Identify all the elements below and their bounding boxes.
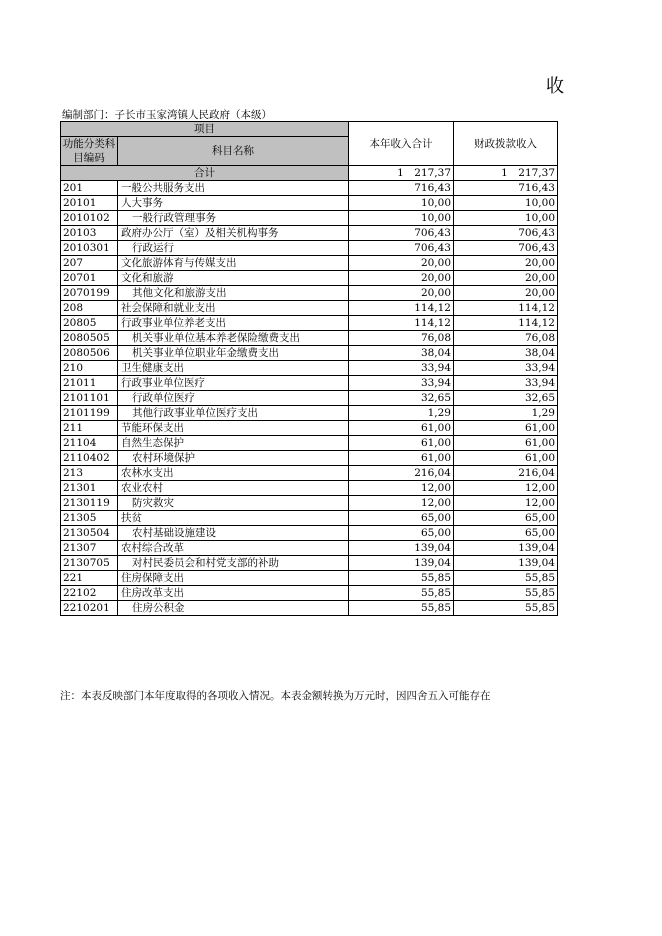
- income-cell: 61,00: [349, 421, 454, 436]
- fiscal-cell: 65,00: [454, 511, 558, 526]
- code-cell: 22102: [61, 586, 118, 601]
- fiscal-cell: 61,00: [454, 451, 558, 466]
- fiscal-cell: 10,00: [454, 196, 558, 211]
- name-cell: 文化和旅游: [118, 271, 349, 286]
- income-cell: 216,04: [349, 466, 454, 481]
- fiscal-cell: 12,00: [454, 481, 558, 496]
- income-cell: 20,00: [349, 256, 454, 271]
- income-cell: 10,00: [349, 196, 454, 211]
- name-cell: 政府办公厅（室）及相关机构事务: [118, 226, 349, 241]
- code-cell: 2210201: [61, 601, 118, 616]
- department-label: 编制部门：子长市玉家湾镇人民政府（本级）: [62, 109, 272, 121]
- income-cell: 20,00: [349, 271, 454, 286]
- table-row: [61, 481, 558, 496]
- income-cell: 10,00: [349, 211, 454, 226]
- code-cell: 2130504: [61, 526, 118, 541]
- code-cell: 2010301: [61, 241, 118, 256]
- table-row: [61, 211, 558, 226]
- code-cell: 208: [61, 301, 118, 316]
- table-row: [61, 511, 558, 526]
- income-cell: 20,00: [349, 286, 454, 301]
- name-cell: 行政事业单位医疗: [118, 376, 349, 391]
- code-cell: 21301: [61, 481, 118, 496]
- fiscal-cell: 55,85: [454, 586, 558, 601]
- code-cell: 213: [61, 466, 118, 481]
- table-row: [61, 421, 558, 436]
- code-cell: 20805: [61, 316, 118, 331]
- name-cell: 行政事业单位养老支出: [118, 316, 349, 331]
- income-cell: 76,08: [349, 331, 454, 346]
- table-row: [61, 601, 558, 616]
- code-cell: 2110402: [61, 451, 118, 466]
- table-row: [61, 301, 558, 316]
- table-row: [61, 196, 558, 211]
- table-row: [61, 466, 558, 481]
- table-row: [61, 331, 558, 346]
- fiscal-cell: 139,04: [454, 541, 558, 556]
- income-cell: 139,04: [349, 556, 454, 571]
- code-cell: 2070199: [61, 286, 118, 301]
- table-row: [61, 526, 558, 541]
- table-row: [61, 181, 558, 196]
- table-row: [61, 256, 558, 271]
- table-row: [61, 226, 558, 241]
- table-row: [61, 286, 558, 301]
- income-cell: 61,00: [349, 436, 454, 451]
- code-cell: 2010102: [61, 211, 118, 226]
- income-cell: 706,43: [349, 241, 454, 256]
- name-cell: 一般公共服务支出: [118, 181, 349, 196]
- name-cell: 卫生健康支出: [118, 361, 349, 376]
- table-row: [61, 316, 558, 331]
- header-project: 项目: [61, 122, 349, 137]
- name-cell: 农林水支出: [118, 466, 349, 481]
- income-cell: 114,12: [349, 316, 454, 331]
- code-cell: 2101101: [61, 391, 118, 406]
- fiscal-cell: 12,00: [454, 496, 558, 511]
- income-cell: 38,04: [349, 346, 454, 361]
- income-cell: 33,94: [349, 376, 454, 391]
- name-cell: 机关事业单位基本养老保险缴费支出: [118, 331, 349, 346]
- fiscal-cell: 20,00: [454, 286, 558, 301]
- table-row: [61, 541, 558, 556]
- fiscal-cell: 38,04: [454, 346, 558, 361]
- income-cell: 32,65: [349, 391, 454, 406]
- header-fiscal-income: 财政拨款收入: [454, 122, 558, 166]
- code-cell: 20101: [61, 196, 118, 211]
- income-table: [60, 121, 558, 616]
- header-total-income: 本年收入合计: [349, 122, 454, 166]
- income-cell: 12,00: [349, 496, 454, 511]
- table-row: [61, 271, 558, 286]
- income-cell: 114,12: [349, 301, 454, 316]
- code-cell: 221: [61, 571, 118, 586]
- total-label: 合计: [61, 166, 349, 181]
- name-cell: 农村综合改革: [118, 541, 349, 556]
- fiscal-cell: 76,08: [454, 331, 558, 346]
- code-cell: 2080506: [61, 346, 118, 361]
- income-cell: 706,43: [349, 226, 454, 241]
- name-cell: 一般行政管理事务: [118, 211, 349, 226]
- name-cell: 对村民委员会和村党支部的补助: [118, 556, 349, 571]
- name-cell: 农村基础设施建设: [118, 526, 349, 541]
- name-cell: 住房公积金: [118, 601, 349, 616]
- code-cell: 2130705: [61, 556, 118, 571]
- code-cell: 210: [61, 361, 118, 376]
- income-cell: 65,00: [349, 511, 454, 526]
- fiscal-cell: 706,43: [454, 226, 558, 241]
- income-cell: 55,85: [349, 601, 454, 616]
- name-cell: 住房改革支出: [118, 586, 349, 601]
- fiscal-cell: 114,12: [454, 301, 558, 316]
- code-cell: 21011: [61, 376, 118, 391]
- name-cell: 扶贫: [118, 511, 349, 526]
- income-cell: 55,85: [349, 586, 454, 601]
- name-cell: 农村环境保护: [118, 451, 349, 466]
- fiscal-cell: 32,65: [454, 391, 558, 406]
- fiscal-cell: 20,00: [454, 256, 558, 271]
- fiscal-cell: 716,43: [454, 181, 558, 196]
- fiscal-cell: 20,00: [454, 271, 558, 286]
- code-cell: 2101199: [61, 406, 118, 421]
- fiscal-cell: 114,12: [454, 316, 558, 331]
- fiscal-cell: 216,04: [454, 466, 558, 481]
- name-cell: 行政运行: [118, 241, 349, 256]
- fiscal-cell: 65,00: [454, 526, 558, 541]
- code-cell: 2130119: [61, 496, 118, 511]
- fiscal-cell: 55,85: [454, 601, 558, 616]
- table-row: [61, 586, 558, 601]
- code-cell: 21104: [61, 436, 118, 451]
- code-cell: 201: [61, 181, 118, 196]
- fiscal-cell: 33,94: [454, 376, 558, 391]
- table-row: [61, 571, 558, 586]
- table-row: [61, 391, 558, 406]
- table-row: [61, 241, 558, 256]
- total-fiscal: 1 217,37: [454, 166, 558, 181]
- table-row: [61, 451, 558, 466]
- name-cell: 机关事业单位职业年金缴费支出: [118, 346, 349, 361]
- footnote: 注：本表反映部门本年度取得的各项收入情况。本表金额转换为万元时，因四舍五入可能存在: [60, 690, 491, 702]
- fiscal-cell: 33,94: [454, 361, 558, 376]
- income-cell: 55,85: [349, 571, 454, 586]
- code-cell: 21305: [61, 511, 118, 526]
- code-cell: 20103: [61, 226, 118, 241]
- header-row-1: [61, 122, 558, 137]
- income-cell: 139,04: [349, 541, 454, 556]
- table-row: [61, 346, 558, 361]
- name-cell: 行政单位医疗: [118, 391, 349, 406]
- name-cell: 其他行政事业单位医疗支出: [118, 406, 349, 421]
- income-cell: 12,00: [349, 481, 454, 496]
- income-cell: 33,94: [349, 361, 454, 376]
- name-cell: 自然生态保护: [118, 436, 349, 451]
- name-cell: 其他文化和旅游支出: [118, 286, 349, 301]
- table-row: [61, 376, 558, 391]
- name-cell: 社会保障和就业支出: [118, 301, 349, 316]
- code-cell: 20701: [61, 271, 118, 286]
- name-cell: 住房保障支出: [118, 571, 349, 586]
- fiscal-cell: 10,00: [454, 211, 558, 226]
- fiscal-cell: 55,85: [454, 571, 558, 586]
- income-cell: 716,43: [349, 181, 454, 196]
- name-cell: 文化旅游体育与传媒支出: [118, 256, 349, 271]
- fiscal-cell: 706,43: [454, 241, 558, 256]
- income-cell: 65,00: [349, 526, 454, 541]
- fiscal-cell: 61,00: [454, 436, 558, 451]
- total-income: 1 217,37: [349, 166, 454, 181]
- header-name: 科目名称: [118, 137, 349, 166]
- code-cell: 2080505: [61, 331, 118, 346]
- name-cell: 人大事务: [118, 196, 349, 211]
- code-cell: 207: [61, 256, 118, 271]
- total-row: [61, 166, 558, 181]
- page-title: 收: [546, 76, 564, 97]
- name-cell: 节能环保支出: [118, 421, 349, 436]
- income-cell: 1,29: [349, 406, 454, 421]
- table-row: [61, 496, 558, 511]
- code-cell: 211: [61, 421, 118, 436]
- name-cell: 农业农村: [118, 481, 349, 496]
- income-cell: 61,00: [349, 451, 454, 466]
- table-row: [61, 361, 558, 376]
- table-row: [61, 556, 558, 571]
- fiscal-cell: 61,00: [454, 421, 558, 436]
- name-cell: 防灾救灾: [118, 496, 349, 511]
- header-code: 功能分类科目编码: [61, 137, 118, 166]
- code-cell: 21307: [61, 541, 118, 556]
- fiscal-cell: 139,04: [454, 556, 558, 571]
- table-row: [61, 406, 558, 421]
- fiscal-cell: 1,29: [454, 406, 558, 421]
- table-row: [61, 436, 558, 451]
